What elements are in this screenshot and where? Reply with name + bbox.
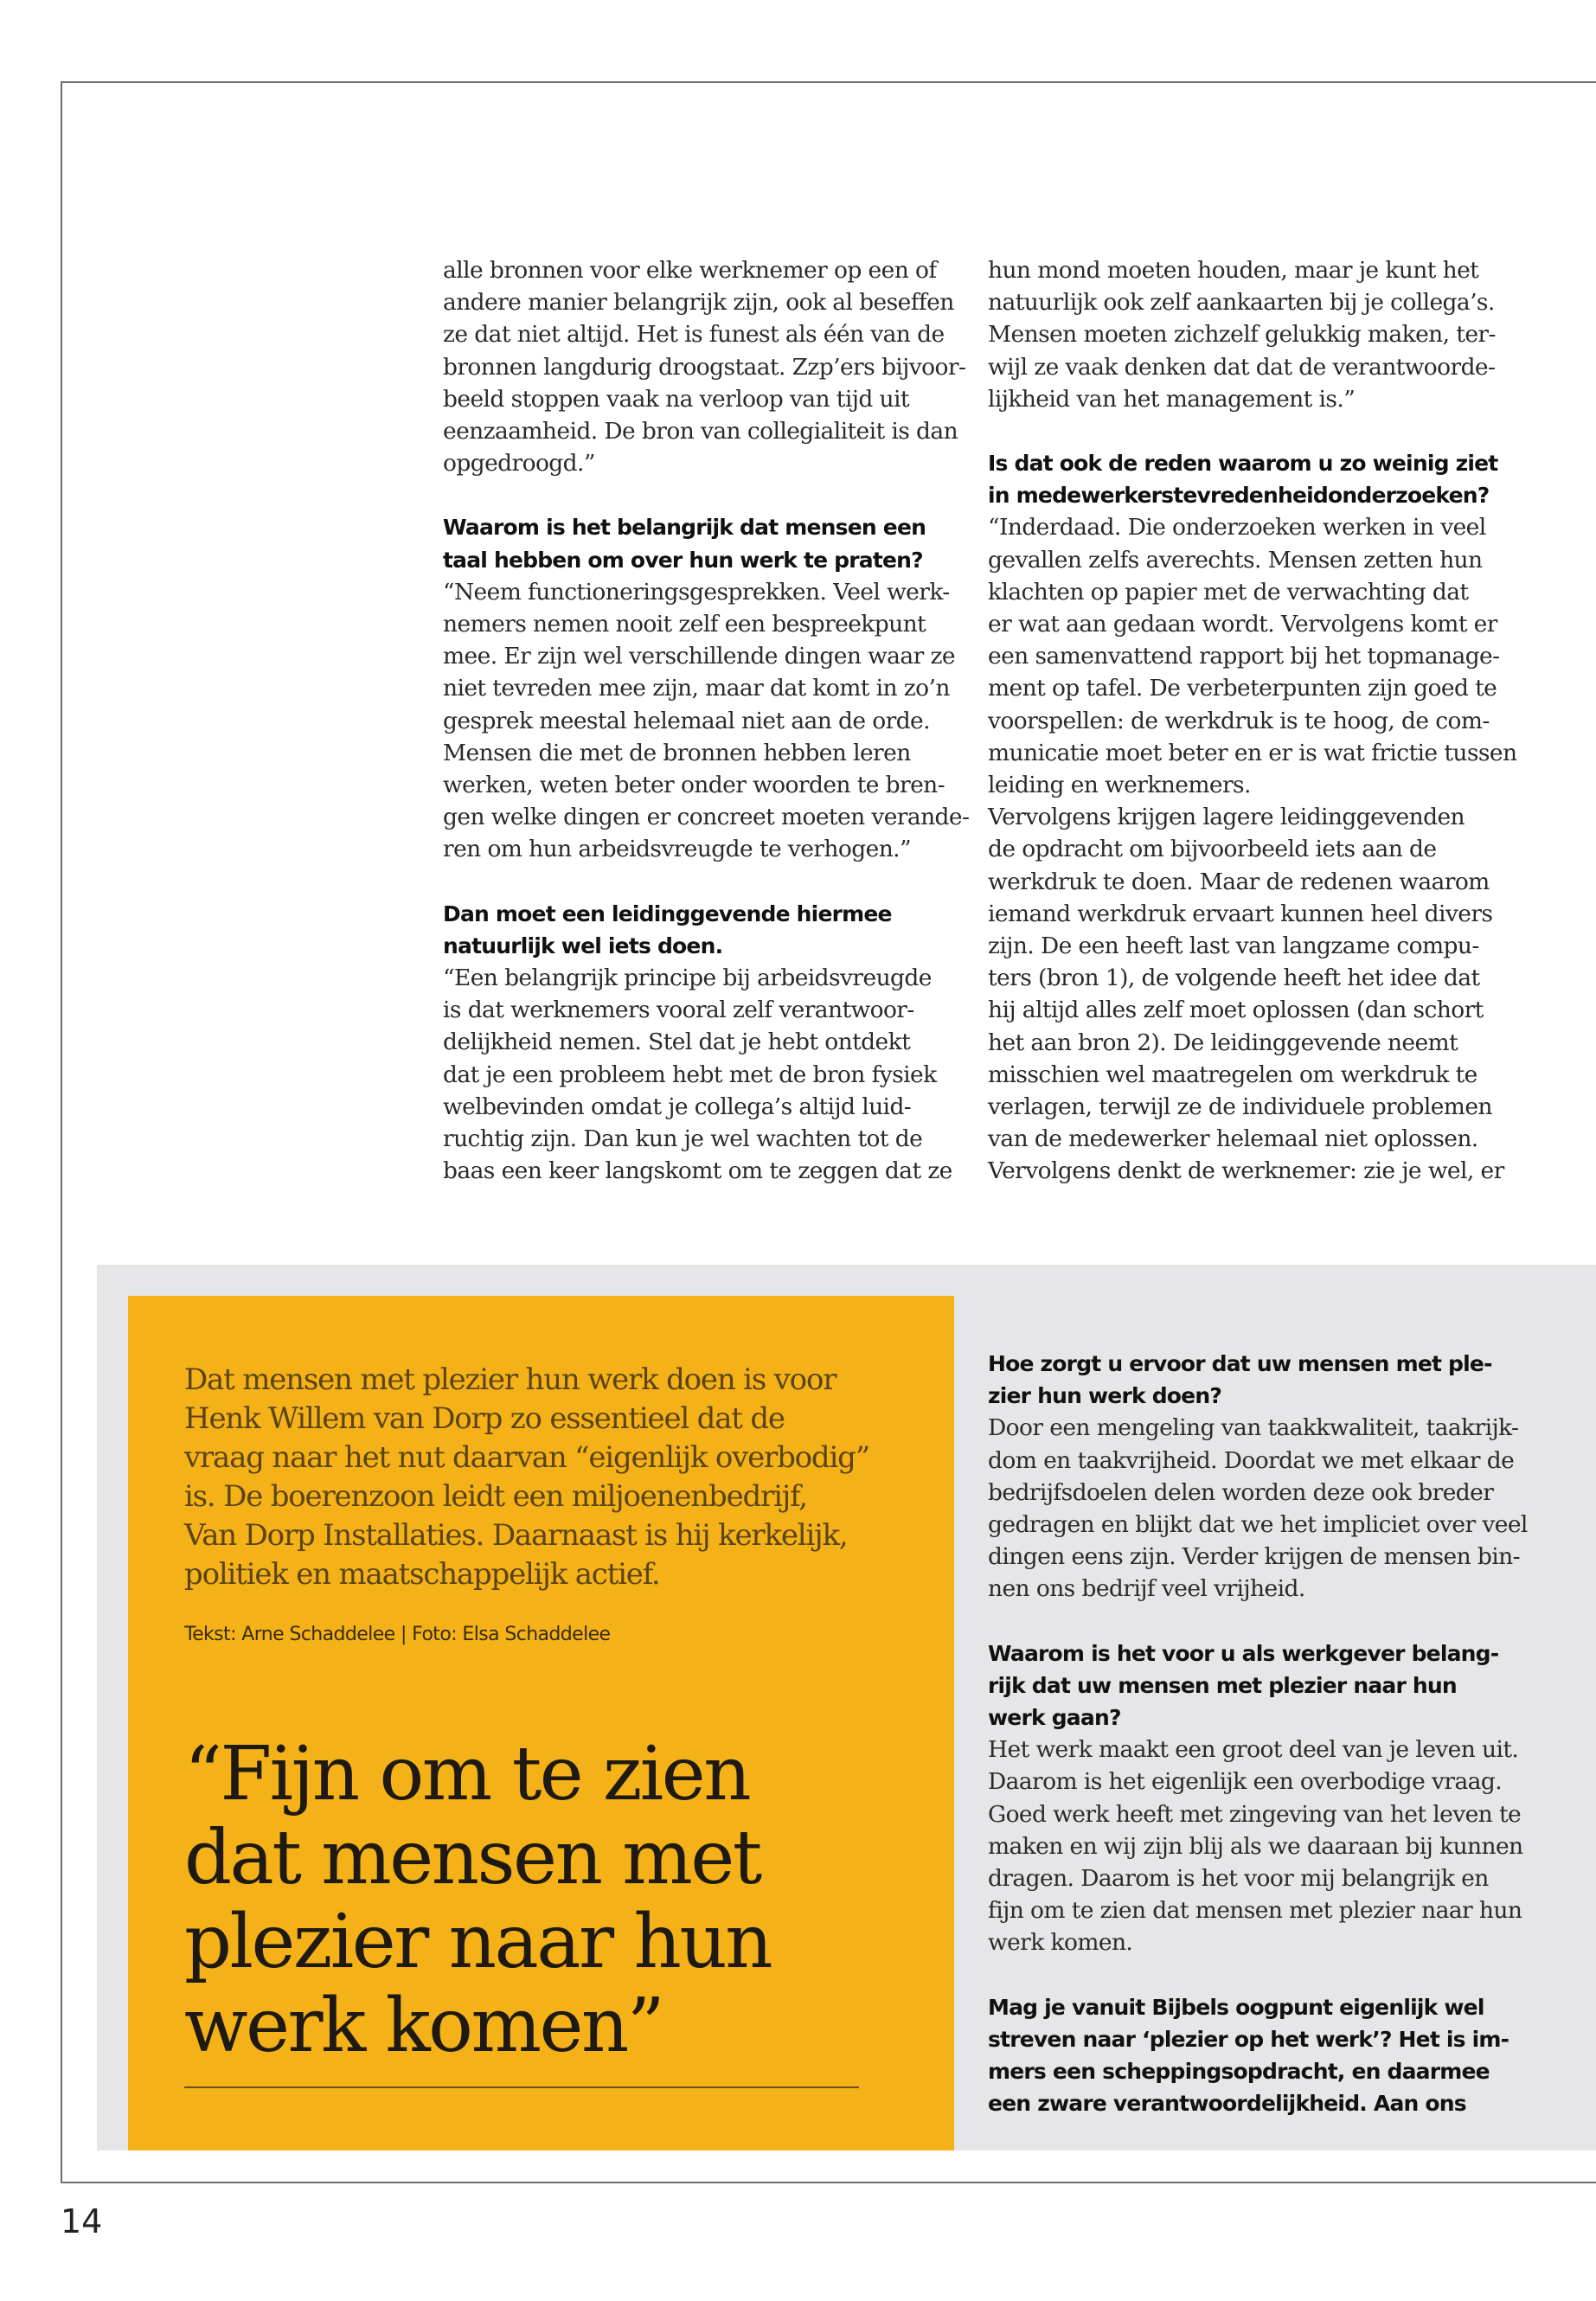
intro-line: Van Dorp Installaties. Daarnaast is hij kerkelijk, (184, 1518, 848, 1553)
article-column-top-right (988, 254, 1524, 1188)
intro-paragraph (184, 1361, 920, 1594)
body-text-line: een samenvattend rapport bij het topmanage- (988, 643, 1500, 670)
interview-question-line: Is dat ook de reden waarom u zo weinig ziet (988, 451, 1498, 477)
body-text-line: werkdruk te doen. Maar de redenen waarom (988, 868, 1490, 895)
body-text-line: gen welke dingen er concreet moeten verande- (443, 804, 970, 831)
body-text-line: voorspellen: de werkdruk is te hoog, de com- (988, 707, 1490, 734)
body-text-line: Vervolgens denkt de werknemer: zie je wel, er (988, 1157, 1504, 1185)
page-frame-bottom (61, 2182, 1596, 2183)
paragraph-gap (443, 866, 945, 898)
page-frame-top (61, 81, 1596, 83)
body-text-line: misschien wel maatregelen om werkdruk te (988, 1061, 1477, 1088)
body-text-line: wijl ze vaak denken dat dat de verantwoorde- (988, 353, 1496, 381)
body-text-line: Goed werk heeft met zingeving van het leven te (988, 1800, 1522, 1828)
pull-quote (184, 1733, 928, 2068)
body-text-line: Mensen die met de bronnen hebben leren (443, 739, 911, 766)
body-text-line: ment op tafel. De verbeterpunten zijn goed te (988, 675, 1497, 702)
body-text-line: Mensen moeten zichzelf gelukkig maken, ter- (988, 321, 1496, 349)
body-text-line: alle bronnen voor elke werknemer op een of (443, 257, 937, 284)
intro-line: Dat mensen met plezier hun werk doen is voor (184, 1362, 836, 1397)
interview-question-line: Hoe zorgt u ervoor dat uw mensen met ple- (988, 1351, 1492, 1376)
body-text-line: andere manier belangrijk zijn, ook al beseffen (443, 289, 954, 317)
paragraph-gap (988, 1959, 1550, 1991)
body-text-line: hij altijd alles zelf moet oplossen (dan schort (988, 997, 1484, 1024)
body-text-line: fijn om te zien dat mensen met plezier naar hun (988, 1897, 1522, 1925)
body-text-line: dom en taakvrijheid. Doordat we met elkaar de (988, 1446, 1515, 1474)
body-text-line: is dat werknemers vooral zelf verantwoor- (443, 997, 914, 1024)
interview-question-line: rijk dat uw mensen met plezier naar hun (988, 1672, 1457, 1698)
body-text-line: dingen eens zijn. Verder krijgen de mensen bin- (988, 1543, 1520, 1571)
body-text-line: leiding en werknemers. (988, 772, 1251, 799)
body-text-line: natuurlijk ook zelf aankaarten bij je collega’s. (988, 289, 1495, 317)
paragraph-gap (988, 1606, 1550, 1638)
body-text-line: gevallen zelfs averechts. Mensen zetten hun (988, 546, 1483, 574)
credits: Tekst: Arne Schaddelee | Foto: Elsa Schaddelee (184, 1624, 611, 1645)
body-text-line: beeld stoppen vaak na verloop van tijd uit (443, 385, 909, 413)
body-text-line: ren om hun arbeidsvreugde te verhogen.” (443, 836, 911, 863)
body-text-line: de opdracht om bijvoorbeeld iets aan de (988, 836, 1437, 863)
body-text-line: baas een keer langskomt om te zeggen dat ze (443, 1157, 952, 1185)
interview-question-line: in medewerkerstevredenheidonderzoeken? (988, 483, 1490, 509)
body-text-line: verlagen, terwijl ze de individuele problemen (988, 1093, 1492, 1121)
intro-line: politiek en maatschappelijk actief. (184, 1557, 660, 1592)
pull-quote-line: dat mensen met (184, 1815, 760, 1901)
pull-quote-line: plezier naar hun (184, 1899, 772, 1985)
body-text-line: Vervolgens krijgen lagere leidinggevenden (988, 804, 1465, 831)
interview-question-line: mers een scheppingsopdracht, en daarmee (988, 2059, 1490, 2085)
paragraph-gap (988, 415, 1524, 447)
paragraph-gap (443, 479, 945, 511)
page-number: 14 (61, 2202, 103, 2240)
pull-quote-line: “Fijn om te zien (184, 1731, 750, 1817)
body-text-line: er wat aan gedaan wordt. Vervolgens komt er (988, 611, 1497, 638)
body-text-line: gedragen en blijkt dat we het impliciet over veel (988, 1511, 1528, 1539)
interview-question-line: zier hun werk doen? (988, 1383, 1222, 1409)
interview-question-line: streven naar ‘plezier op het werk’? Het is im- (988, 2026, 1509, 2052)
pull-quote-rule (184, 2086, 859, 2088)
article-column-top-left (443, 254, 970, 1187)
body-text-line: dragen. Daarom is het voor mij belangrijk en (988, 1865, 1489, 1893)
body-text-line: eenzaamheid. De bron van collegialiteit is dan (443, 418, 958, 445)
pull-quote-line: werk komen” (184, 1983, 663, 2069)
body-text-line: iemand werkdruk ervaart kunnen heel divers (988, 900, 1493, 927)
body-text-line: werk komen. (988, 1929, 1133, 1957)
body-text-line: bedrijfsdoelen delen worden deze ook breder (988, 1478, 1494, 1506)
body-text-line: “Inderdaad. Die onderzoeken werken in veel (988, 514, 1486, 542)
body-text-line: klachten op papier met de verwachting dat (988, 578, 1469, 606)
body-text-line: Door een mengeling van taakkwaliteit, taakrijk- (988, 1414, 1519, 1442)
intro-line: is. De boerenzoon leidt een miljoenenbedrijf, (184, 1479, 807, 1514)
body-text-line: niet tevreden mee zijn, maar dat komt in zo’n (443, 675, 950, 702)
article-column-bottom-right (988, 1348, 1550, 2119)
interview-question-line: Dan moet een leidinggevende hiermee (443, 901, 892, 926)
body-text-line: lijkheid van het management is.” (988, 385, 1356, 413)
body-text-line: zijn. De een heeft last van langzame compu- (988, 933, 1479, 960)
page-frame-left (61, 81, 62, 2183)
body-text-line: Daarom is het eigenlijk een overbodige vraag. (988, 1768, 1503, 1796)
body-text-line: dat je een probleem hebt met de bron fysiek (443, 1061, 937, 1088)
interview-question-line: een zware verantwoordelijkheid. Aan ons (988, 2091, 1466, 2117)
body-text-line: Het werk maakt een groot deel van je leven uit. (988, 1736, 1519, 1764)
body-text-line: gesprek meestal helemaal niet aan de orde. (443, 707, 930, 734)
body-text-line: bronnen langdurig droogstaat. Zzp’ers bijvoor- (443, 353, 966, 381)
interview-question-line: taal hebben om over hun werk te praten? (443, 547, 923, 573)
body-text-line: delijkheid nemen. Stel dat je hebt ontdekt (443, 1029, 911, 1056)
body-text-line: ruchtig zijn. Dan kun je wel wachten tot de (443, 1125, 923, 1153)
body-text-line: “Neem functioneringsgesprekken. Veel werk- (443, 578, 950, 606)
intro-line: vraag naar het nut daarvan “eigenlijk overbodig” (184, 1440, 869, 1475)
interview-question-line: werk gaan? (988, 1705, 1121, 1731)
body-text-line: ters (bron 1), de volgende heeft het idee dat (988, 965, 1480, 992)
body-text-line: werken, weten beter onder woorden te bren- (443, 772, 945, 799)
body-text-line: welbevinden omdat je collega’s altijd luid- (443, 1093, 912, 1120)
body-text-line: “Een belangrijk principe bij arbeidsvreugde (443, 965, 932, 992)
body-text-line: van de medewerker helemaal niet oplossen. (988, 1125, 1478, 1153)
body-text-line: hun mond moeten houden, maar je kunt het (988, 257, 1479, 284)
body-text-line: municatie moet beter en er is wat frictie tussen (988, 739, 1517, 766)
interview-question-line: Mag je vanuit Bijbels oogpunt eigenlijk wel (988, 1994, 1484, 2020)
body-text-line: opgedroogd.” (443, 450, 595, 478)
body-text-line: ze dat niet altijd. Het is funest als één van de (443, 321, 945, 349)
intro-line: Henk Willem van Dorp zo essentieel dat de (184, 1401, 785, 1436)
body-text-line: maken en wij zijn blij als we daaraan bij kunnen (988, 1832, 1523, 1860)
body-text-line: nen ons bedrijf veel vrijheid. (988, 1575, 1305, 1603)
body-text-line: het aan bron 2). De leidinggevende neemt (988, 1029, 1458, 1056)
body-text-line: nemers nemen nooit zelf een bespreekpunt (443, 611, 926, 638)
interview-question-line: Waarom is het belangrijk dat mensen een (443, 515, 926, 541)
body-text-line: mee. Er zijn wel verschillende dingen waar ze (443, 643, 955, 670)
interview-question-line: natuurlijk wel iets doen. (443, 933, 723, 958)
interview-question-line: Waarom is het voor u als werkgever belang- (988, 1640, 1499, 1666)
